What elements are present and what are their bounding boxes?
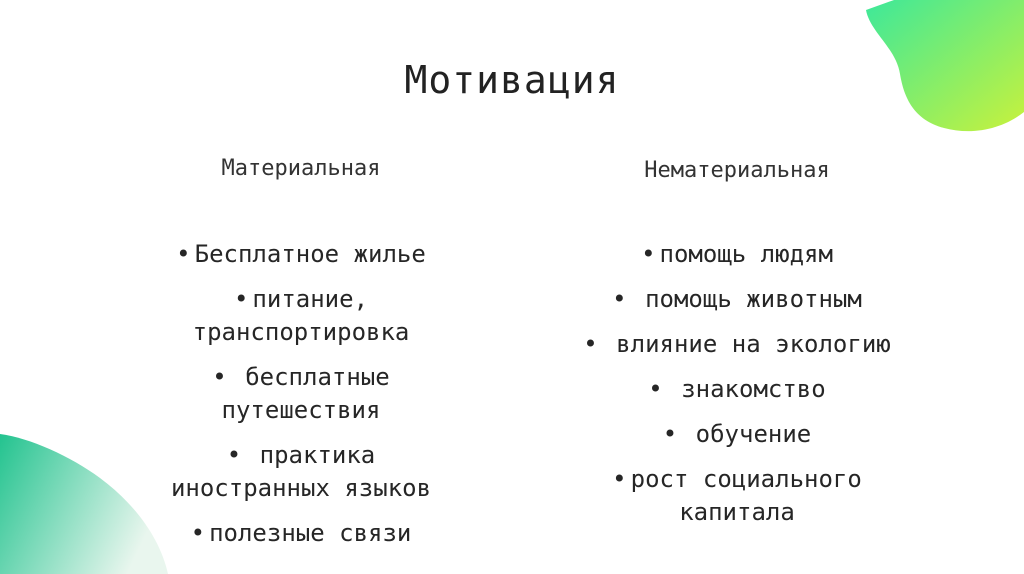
list-item: • помощь животным	[612, 285, 862, 313]
list-item: • питание, транспортировка	[192, 285, 410, 346]
slide-title: Мотивация	[404, 58, 620, 102]
bullet-icon: •	[212, 363, 227, 391]
material-motivation-column	[96, 152, 506, 562]
list-item: • знакомство	[648, 375, 826, 403]
non-material-column-heading: Нематериальная	[644, 158, 830, 183]
bullet-icon: •	[612, 465, 627, 493]
bullet-icon: •	[612, 285, 627, 313]
list-item: • помощь людям	[641, 240, 833, 268]
non-material-items-list	[530, 238, 944, 529]
list-item: • рост социального капитала	[612, 465, 862, 526]
list-item: • влияние на экологию	[583, 330, 891, 358]
list-item: • бесплатные путешествия	[212, 363, 390, 424]
material-items-list	[96, 238, 506, 550]
bullet-icon: •	[190, 519, 206, 547]
non-material-motivation-column	[530, 154, 944, 541]
material-column-heading: Материальная	[221, 156, 381, 181]
bullet-icon: •	[176, 240, 191, 268]
list-item: • Бесплатное жилье	[176, 240, 426, 268]
bullet-icon: •	[583, 330, 598, 358]
list-item: • обучение	[662, 420, 812, 448]
bullet-icon: •	[641, 240, 656, 268]
bullet-icon: •	[233, 285, 249, 313]
bullet-icon: •	[648, 375, 663, 403]
bullet-icon: •	[662, 420, 678, 448]
list-item: • практика иностранных языков	[170, 441, 432, 502]
bullet-icon: •	[226, 441, 242, 469]
list-item: • полезные связи	[190, 519, 412, 547]
